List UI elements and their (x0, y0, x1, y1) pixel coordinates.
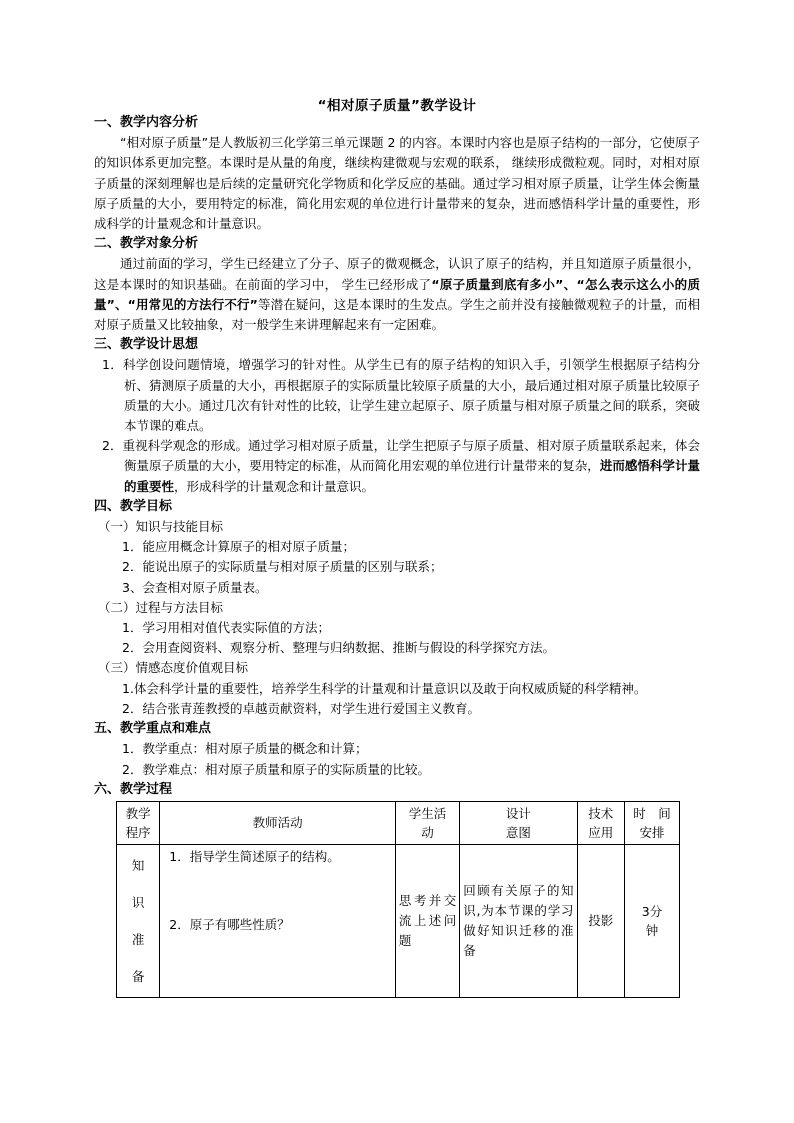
separator-1: 、 (563, 276, 577, 292)
section-heading-key-points: 五、教学重点和难点 (94, 721, 212, 737)
key-point-difficulty: 2．教学难点：相对原子质量和原子的实际质量的比较。 (122, 761, 430, 777)
section-heading-objectives: 四、教学目标 (94, 498, 173, 514)
section-heading-content-analysis: 一、教学内容分析 (94, 115, 199, 130)
header-time: 时 间 安排 (625, 801, 680, 844)
section-heading-process: 六、教学过程 (94, 781, 173, 797)
student-analysis-text-1: 通过前面的学习，学生已经建立了分子、原子的微观概念，认识了原子的结构，并且知道原子质量很小，这是本课时的知识基础。在前面的学习中， 学生已经形成了 (94, 256, 700, 292)
design-item-2-text-a: 2．重视科学观念的形成。通过学习相对原子质量，让学生把原子与原子质量、相对原子质量联系起来，体会衡量原子质量的大小，要用特定的标准，从而简化用宏观的单位进行计量带来的复杂， (102, 438, 700, 474)
header-sequence: 教学 程序 (117, 801, 160, 844)
row-teacher-activity (160, 844, 396, 997)
section-heading-design-thinking: 三、教学设计思想 (94, 337, 199, 353)
objective-group-knowledge: （一）知识与技能目标 (98, 519, 224, 535)
process-goal-1: 1．学习用相对值代表实际值的方法； (122, 620, 330, 636)
header-technology: 技术 应用 (577, 801, 625, 844)
objective-group-emotion: （三）情感态度价值观目标 (98, 660, 249, 676)
header-teacher-activity: 教师活动 (160, 801, 396, 844)
table-row (117, 844, 680, 997)
header-student-activity: 学生活 动 (395, 801, 459, 844)
emotion-goal-1: 1.体会科学计量的重要性，培养学生科学的计量观和计量意识以及敢于向权威质疑的科学精神。 (122, 680, 647, 696)
header-design-intent: 设计 意图 (460, 801, 577, 844)
design-thinking-item-2 (94, 436, 700, 497)
emotion-goal-2: 2．结合张青莲教授的卓越贡献资料，对学生进行爱国主义教育。 (122, 700, 480, 716)
question-3: “用常见的方法行不行” (127, 296, 258, 312)
row-design-intent: 回顾有关原子的知识,为本节课的学习做好知识迁移的准备 (460, 844, 577, 997)
design-item-2-emphasis: 进而感悟科学计量的重要性 (124, 458, 700, 494)
row-student-activity: 思考并交流上述问题 (395, 844, 459, 997)
student-analysis-text-2: 等潜在疑问，这是本课时的生发点。学生之前并没有接触微观粒子的计量，而相对原子质量又比较抽象，对一般学生来讲理解起来有一定困难。 (94, 296, 700, 333)
design-item-2-text-c: ，形成科学的计量观念和计量意识。 (174, 478, 375, 494)
knowledge-goal-1: 1．能应用概念计算原子的相对原子质量； (122, 539, 355, 555)
knowledge-goal-2: 2．能说出原子的实际质量与相对原子质量的区别与联系； (122, 559, 443, 575)
section-heading-student-analysis: 二、教学对象分析 (94, 236, 199, 252)
row-time: 3分 钟 (625, 844, 680, 997)
document-body (94, 113, 700, 998)
question-1: “原子质量到底有多小” (431, 276, 564, 292)
question-2: “怎么表示这么小的质量” (94, 276, 700, 312)
document-title: “相对原子质量”教学设计 (317, 98, 477, 114)
teaching-process-table (116, 801, 680, 998)
row-sequence: 知 识 准 备 (117, 844, 160, 997)
row-technology: 投影 (577, 844, 625, 997)
student-analysis-paragraph (94, 254, 700, 335)
design-thinking-item-1: 1．科学创设问题情境，增强学习的针对性。从学生已有的原子结构的知识入手，引领学生根据原子结构分析、猜测原子质量的大小，再根据原子的实际质量比较原子质量的大小，最后通过相对原子质量比较原子质量的大小。通过几次有针对性的比较，让学生建立起原子、原子质量与相对原子质量之间的联系，突破本节课的难点。 (102, 357, 700, 434)
table-header-row (117, 801, 680, 844)
content-analysis-paragraph: “相对原子质量”是人教版初三化学第三单元课题 2 的内容。本课时内容也是原子结构的一部分，它使原子的知识体系更加完整。本课时是从量的角度，继续构建微观与宏观的联系， 继续形成微粒观。同时，对相对原子质量的深刻理解也是后续的定量研究化学物质和化学反应的基础。通过学习相对原子质量，让学生体会衡量原子质量的大小，要用特定的标准，简化用宏观的单位进行计量带来的复杂，进而感悟科学计量的重要性，形成科学的计量观念和计量意识。 (94, 135, 700, 232)
process-goal-2: 2．会用查阅资料、观察分析、整理与归纳数据、推断与假设的科学探究方法。 (122, 640, 555, 656)
separator-2: 、 (114, 296, 128, 312)
teacher-activity-1: 1．指导学生简述原子的结构。 (169, 848, 340, 864)
teacher-activity-2: 2．原子有哪些性质？ (169, 916, 290, 932)
knowledge-goal-3: 3、会查相对原子质量表。 (122, 579, 268, 595)
objective-group-process: （二）过程与方法目标 (98, 599, 224, 615)
key-point-focus: 1．教学重点：相对原子质量的概念和计算； (122, 741, 368, 757)
